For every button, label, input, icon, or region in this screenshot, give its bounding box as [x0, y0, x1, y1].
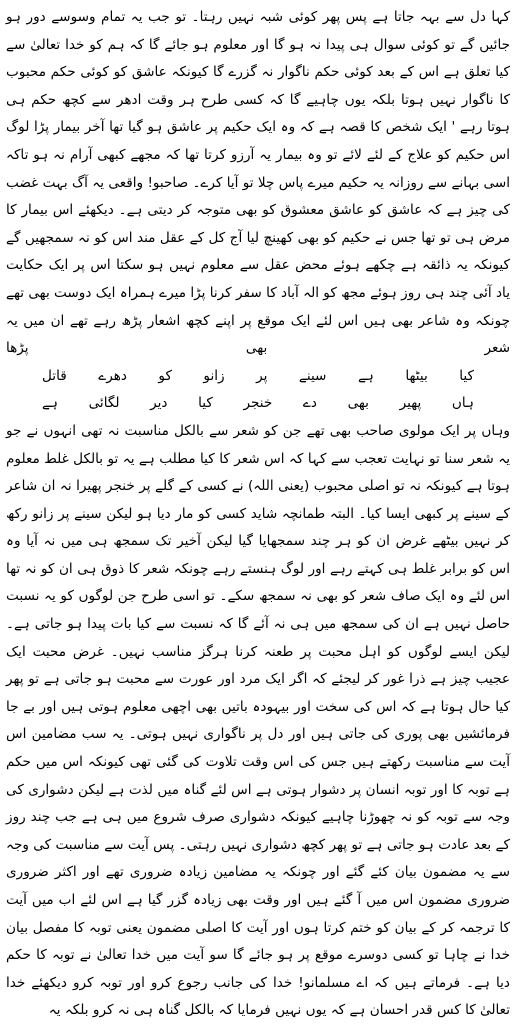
- couplet-line-2: ہاں پھیر بھی دے خنجر کیا دیر لگائی ہے: [42, 395, 474, 412]
- poem-couplet: [6, 363, 510, 418]
- paragraph-body: وہاں پر ایک مولوی صاحب بھی تھے جن کو شعر سے بالکل مناسبت نہ تھی انہوں نے جو یہ شعر سنا تو نہایت تعجب سے کہا کہ اس شعر کا کیا مطلب ہے یہ تو بالکل غلط معلوم ہوتا ہے کیونکہ نہ تو اصلی محبوب (یعنی اللہ) نے کسی کے گلے پر خنجر پھیرا نہ ان شاعر کے سینے پر کبھی ایسا کیا۔ البتہ طمانچہ شاید کسی کو مار دیا ہو لیکن سینے پر زانو رکھ کر نہیں بیٹھے غرض ان کو ہر چند سمجھایا گیا لیکن آخیر تک سمجھ ہی میں نہ آیا وہ اس کو برابر غلط ہی کہتے رہے اور لوگ ہنستے رہے چونکہ شعر کا ذوق ہی ان کو نہ تھا اس لئے وہ ایک صاف شعر کو بھی نہ سمجھ سکے۔ تو اسی طرح جن لوگوں کو یہ نسبت حاصل نہیں ہے ان کی سمجھ میں ہی نہ آئے گا کہ نسبت سے کیا بات پیدا ہو جاتی ہے۔ لیکن ایسے لوگوں کو اہل محبت پر طعنہ کرنا ہرگز مناسب نہیں۔ غرض محبت ایک عجیب چیز ہے ذرا غور کر لیجئے کہ اگر ایک مرد اور عورت سے محبت ہو جاتی ہے تو پھر کیا حال ہوتا ہے کہ اس کی سخت اور بیہودہ باتیں بھی اچھی معلوم ہوتی ہیں اور بے جا فرمائشیں بھی پوری کی جاتی ہیں اور دل پر ناگواری نہیں ہوتی۔ یہ سب مضامین اس آیت سے مناسبت رکھتے ہیں جس کی اس وقت تلاوت کی گئی تھی کیونکہ اس میں حکم ہے توبہ کا اور توبہ انسان پر دشوار ہوتی ہے اس لئے گناہ میں لذت ہے لیکن دشواری کی وجہ سے توبہ کو نہ چھوڑنا چاہیے کیونکہ دشواری صرف شروع میں ہی ہے جب چند روز کے بعد عادت ہو جاتی ہے تو پھر کچھ دشواری نہیں رہتی۔ پس آیت سے مناسبت کی وجہ سے یہ مضمون بیان کئے گئے اور چونکہ یہ مضامین زیادہ ضروری تھے اور اکثر ضروری ضروری مضمون اس میں آ گئے ہیں اور وقت بھی زیادہ گزر گیا ہے اس لئے اب میں آیت کا ترجمہ کر کے بیان کو ختم کرتا ہوں اور آیت کا اصلی مضمون یعنی توبہ کا مفصل بیان خدا نے چاہا تو کسی دوسرے موقع پر ہو جائے گا سو آیت میں خدا تعالیٰ نے توبہ کا حکم دیا ہے۔ فرماتے ہیں کہ اے مسلمانو! خدا کی جانب رجوع کرو اور توبہ کرو دیکھئے خدا تعالیٰ کا کس قدر احسان ہے کہ یوں نہیں فرمایا کہ بالکل گناہ ہی نہ کرو بلکہ یہ: [6, 422, 510, 1019]
- paragraph-intro: کہا دل سے بہہ جاتا ہے پس پھر کوئی شبہ نہیں رہتا۔ تو جب یہ تمام وسوسے دور ہو جائیں گے تو کوئی سوال ہی پیدا نہ ہو گا اور معلوم ہو جائے گا کہ ہم کو خدا تعالیٰ سے کیا تعلق ہے اس کے بعد کوئی حکم ناگوار نہ گزرے گا کیونکہ عاشق کو کوئی حکم محبوب کا ناگوار نہیں ہوتا بلکہ یوں چاہیے گا کہ کسی طرح ہر وقت ادھر سے کچھ حکم ہی ہوتا رہے ' ایک شخص کا قصہ ہے کہ وہ ایک حکیم پر عاشق ہو گیا تھا آخر بیمار پڑا لوگ اس حکیم کو علاج کے لئے لائے تو وہ بیمار یہ آرزو کرتا تھا کہ مجھے کبھی آرام نہ ہو تاکہ اسی بہانے سے روزانہ یہ حکیم میرے پاس چلا تو آیا کرے۔ صاحبو! واقعی یہ آگ بہت غضب کی چیز ہے کہ عاشق کو عاشق معشوق کو بھی متوجہ کر دیتی ہے۔ دیکھئے اس بیمار کا مرض ہی تو تھا جس نے حکیم کو بھی کھینچ لیا آج کل کے عقل مند اس کو نہ سمجھیں گے کیونکہ یہ ذائقہ ہے چکھے ہوئے محض عقل سے معلوم نہیں ہو سکتا اس پر ایک حکایت یاد آئی چند ہی روز ہوئے مجھ کو الہ آباد کا سفر کرنا پڑا میرے ہمراہ ایک دوست بھی تھے چونکہ وہ شاعر بھی ہیں اس لئے ایک موقع پر اپنے کچھ اشعار پڑھ رہے تھے ان میں یہ شعر بھی پڑھا: [6, 9, 510, 357]
- couplet-line-1: کیا بیٹھا ہے سینے پر زانو کو دھرے قاتل: [42, 367, 474, 384]
